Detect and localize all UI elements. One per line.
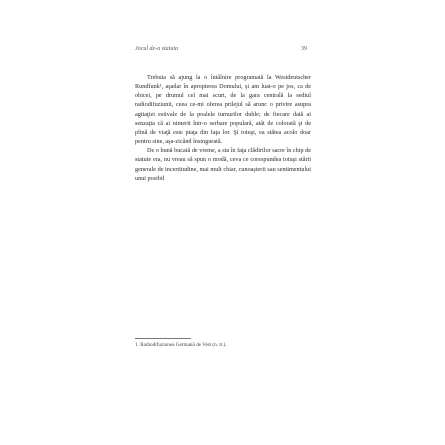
paragraph: De o bună bucată de vreme, a sta în faţa clădirilor sacre în chip de statuie era, nu vreau să spun o modă, ceva ce corespundea totuşi stării generale de incertitudine, mai mult chiar, cunoaşterii sau sentimentului unui posibil (135, 147, 311, 182)
page-number: 39 (301, 46, 307, 52)
body-text (135, 73, 311, 183)
footnote: 1. Radiodifuziunea Germană de Vest (n. tr.). (135, 342, 227, 348)
footnote-divider (135, 338, 191, 339)
running-title: Jocul de-a statuia (135, 46, 178, 52)
paragraph: Trebuia să ajung la o întâlnire programată la Westdeutscher Rundfunk¹, aşadar în apropierea Domului, şi am luat-o pe jos, ca de obicei, pe drumul cel mai scurt, de la gara centrală la sediul radiodifuziunii, ceea ce-mi oferea prilejul să arunc o privire asupra agitaţiei estivale de la poalele turnurilor duble; de fiecare dată ai senzaţia că ai nimerit într-o serbare populară, atât de colorată şi de plină de viaţă este piaţa din faţa lor. Şi totuşi, ea stătea acolo doar pentru sine, aşa-zicând însingurată. (135, 74, 311, 146)
